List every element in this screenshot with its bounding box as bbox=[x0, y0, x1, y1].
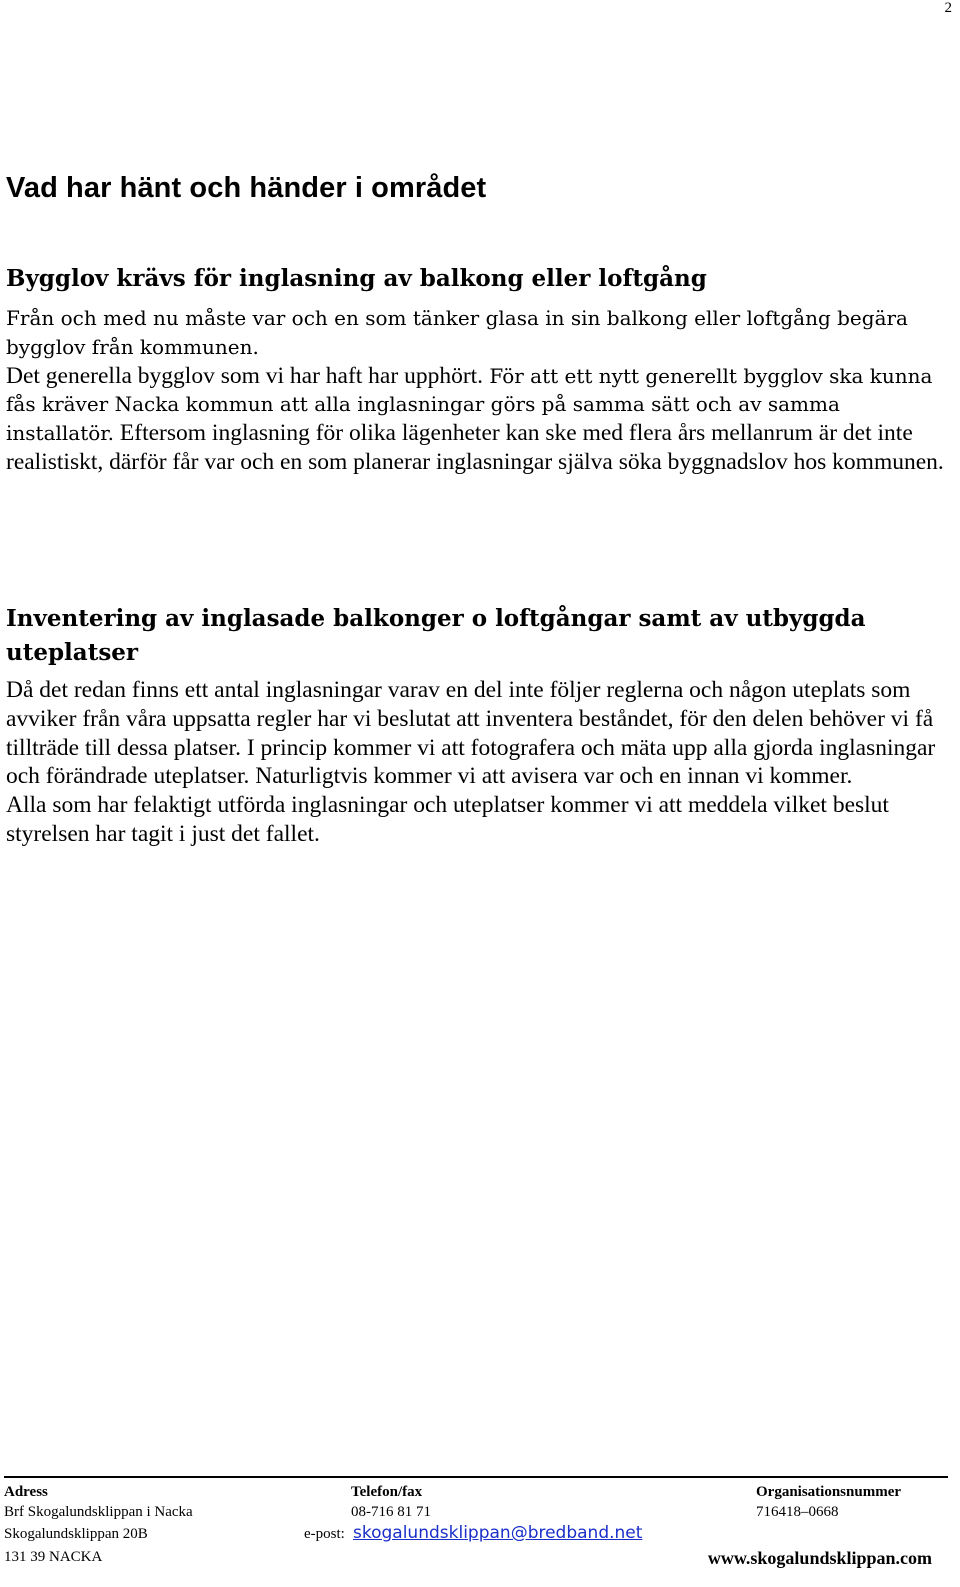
text-fragment: Det generella bygglov som vi har haft har upphört. bbox=[6, 362, 484, 389]
section-inventering bbox=[6, 602, 946, 849]
footer-org-heading: Organisationsnummer bbox=[756, 1484, 902, 1500]
footer-address-line: Brf Skogalundsklippan i Nacka bbox=[4, 1504, 193, 1520]
footer-phone-number: 08-716 81 71 bbox=[351, 1504, 431, 1520]
footer-email-label: e-post: bbox=[304, 1526, 345, 1542]
text-fragment: Eftersom inglasning för olika lägenheter kan ske med flera års mellanrum är det inte realistiskt, därför får var och en som planerar inglasningar själva söka byggnadslov hos kommunen. bbox=[6, 420, 944, 475]
footer-address-line: 131 39 NACKA bbox=[4, 1549, 103, 1565]
section-heading-inventering: Inventering av inglasade balkonger o loftgångar samt av utbyggda uteplatser bbox=[6, 605, 866, 666]
footer-address-line: Skogalundsklippan 20B bbox=[4, 1526, 148, 1542]
paragraph-bygglov-details bbox=[6, 362, 946, 477]
footer-phone-heading: Telefon/fax bbox=[351, 1484, 423, 1500]
footer-address-heading: Adress bbox=[4, 1484, 48, 1500]
footer-org-number: 716418–0668 bbox=[756, 1504, 839, 1520]
page-number: 2 bbox=[944, 0, 952, 16]
paragraph-bygglov-intro: Från och med nu måste var och en som tänker glasa in sin balkong eller loftgång begära bygglov från kommunen. bbox=[6, 306, 908, 359]
page-title: Vad har hänt och händer i området bbox=[6, 172, 487, 204]
footer bbox=[4, 1476, 948, 1586]
paragraph-inventering-followup: Alla som har felaktigt utförda inglasningar och uteplatser kommer vi att meddela vilket beslut styrelsen har tagit i just det fallet. bbox=[6, 792, 889, 847]
footer-email-link[interactable]: skogalundsklippan@bredband.net bbox=[353, 1523, 643, 1543]
section-heading-bygglov: Bygglov krävs för inglasning av balkong eller loftgång bbox=[6, 265, 707, 292]
paragraph-inventering-main: Då det redan finns ett antal inglasningar varav en del inte följer reglerna och någon uteplats som avviker från våra uppsatta regler har vi beslutat att inventera beståndet, för den delen behöver vi få tillträde till dessa platser. I princip kommer vi att fotografera och mäta upp alla gjorda inglasningar och förändrade uteplatser. Naturligtvis kommer vi att avisera var och en innan vi kommer. bbox=[6, 677, 936, 790]
footer-website[interactable]: www.skogalundsklippan.com bbox=[707, 1548, 932, 1568]
text-fragment: För att ett nytt generellt bygglov ska kunna fås kräver Nacka kommun att alla inglasningar görs på samma sätt och av samma installatör. bbox=[6, 363, 933, 446]
section-bygglov bbox=[6, 262, 946, 477]
